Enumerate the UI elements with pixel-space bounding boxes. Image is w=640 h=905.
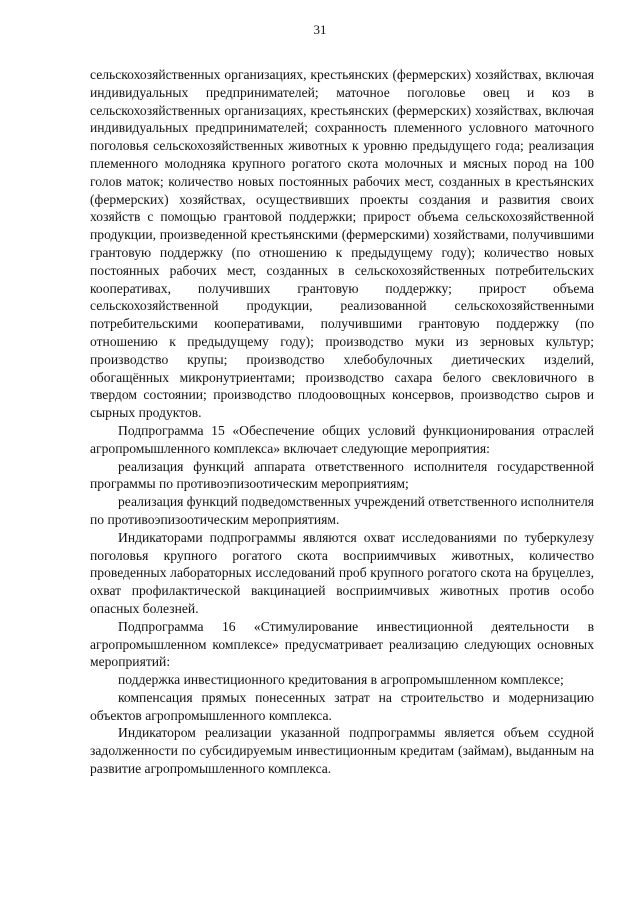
- paragraph-measure-cost-compensation: компенсация прямых понесенных затрат на строительство и модернизацию объектов агропромышленного комплекса.: [90, 689, 594, 723]
- paragraph-subprogram-16-indicator: Индикатором реализации указанной подпрограммы является объем ссудной задолженности по субсидируемым инвестиционным кредитам (займам), выданным на развитие агропромышленного комплекса.: [90, 725, 594, 777]
- document-body: [90, 66, 594, 778]
- paragraph-measure-apparatus: реализация функций аппарата ответственного исполнителя государственной программы по противоэпизоотическим мероприятиям;: [90, 458, 594, 492]
- paragraph-indicators-list: сельскохозяйственных организациях, крестьянских (фермерских) хозяйствах, включая индивидуальных предпринимателей; маточное поголовье овец и коз в сельскохозяйственных организациях, крестьянских (фермерских) хозяйствах, включая индивидуальных предпринимателей; сохранность племенного условного маточного поголовья сельскохозяйственных животных к уровню предыдущего года; реализация племенного молодняка крупного рогатого скота молочных и мясных пород на 100 голов маток; количество новых постоянных рабочих мест, созданных в крестьянских (фермерских) хозяйствах, осуществивших проекты создания и развития своих хозяйств с помощью грантовой поддержки; прирост объема сельскохозяйственной продукции, произведенной крестьянскими (фермерскими) хозяйствами, получившими грантовую поддержку (по отношению к предыдущему году); количество новых постоянных рабочих мест, созданных в сельскохозяйственных потребительских кооперативах, получивших грантовую поддержку; прирост объема сельскохозяйственной продукции, реализованной сельскохозяйственными потребительскими кооперативами, получившими грантовую поддержку (по отношению к предыдущему году); производство муки из зерновых культур; производство крупы; производство хлебобулочных диетических изделий, обогащённых микронутриентами; производство сахара белого свекловичного в твердом состоянии; производство плодоовощных консервов, производство сыров и сырных продуктов.: [90, 67, 594, 421]
- paragraph-subprogram-15-indicators: Индикаторами подпрограммы являются охват исследованиями по туберкулезу поголовья крупного рогатого скота восприимчивых животных, количество проведенных лабораторных исследований проб крупного рогатого скота на бруцеллез, охват профилактической вакцинацией восприимчивых животных против особо опасных болезней.: [90, 529, 594, 616]
- paragraph-subprogram-15: Подпрограмма 15 «Обеспечение общих условий функционирования отраслей агропромышленного комплекса» включает следующие мероприятия:: [90, 422, 594, 456]
- paragraph-subprogram-16: Подпрограмма 16 «Стимулирование инвестиционной деятельности в агропромышленном комплексе» предусматривает реализацию следующих основных мероприятий:: [90, 618, 594, 670]
- paragraph-measure-institutions: реализация функций подведомственных учреждений ответственного исполнителя по противоэпизоотическим мероприятиям.: [90, 494, 594, 527]
- paragraph-measure-credit-support: поддержка инвестиционного кредитования в агропромышленном комплексе;: [118, 672, 564, 688]
- page-number: 31: [313, 22, 327, 37]
